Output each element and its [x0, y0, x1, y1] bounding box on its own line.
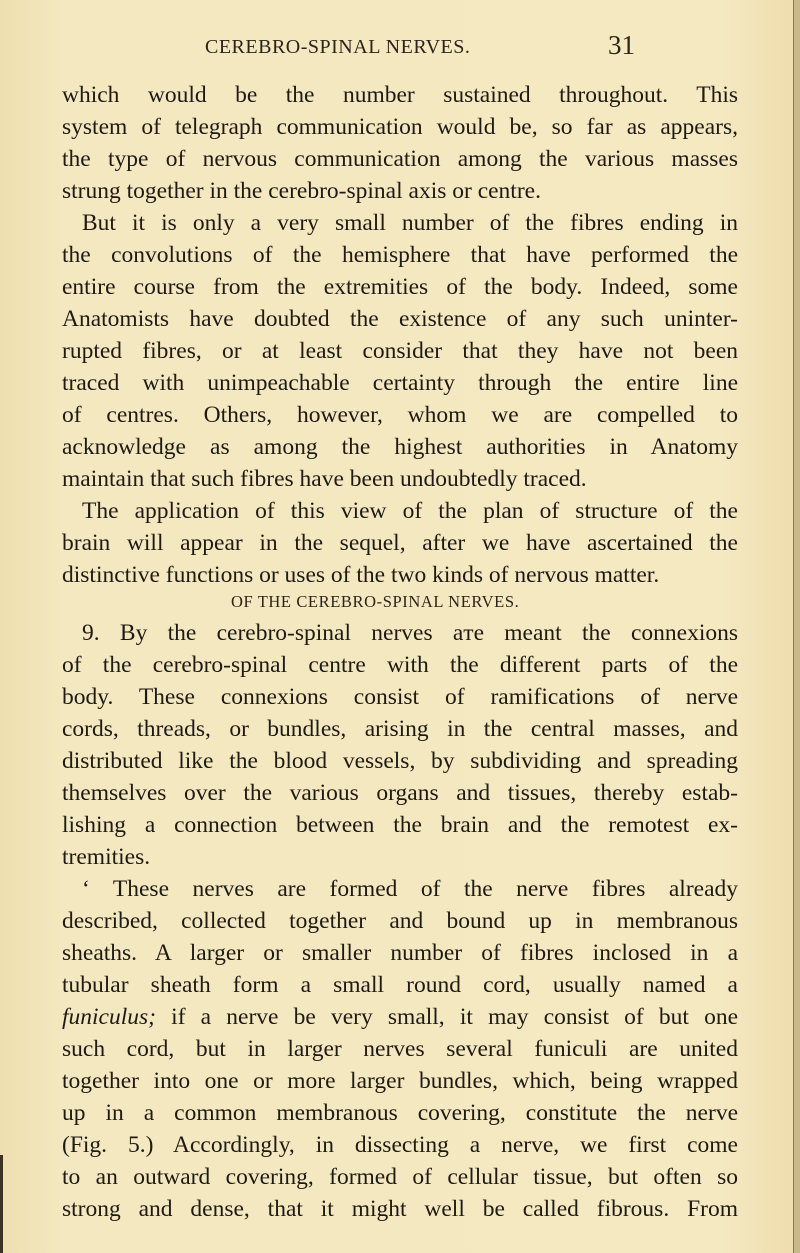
text-line: rupted fibres, or at least consider that they have not been — [62, 338, 738, 364]
text-line: (Fig. 5.) Accordingly, in dissecting a nerve, we first come — [62, 1132, 738, 1158]
text-line: which would be the number sustained throughout. This — [62, 82, 738, 108]
text-line: traced with unimpeachable certainty through the entire line — [62, 370, 738, 396]
text-line-funiculus — [62, 1002, 738, 1032]
text-line: body. These connexions consist of ramifications of nerve — [62, 684, 738, 710]
section-heading: OF THE CEREBRO-SPINAL NERVES. — [231, 592, 520, 611]
page-edge-left — [0, 1155, 3, 1253]
text-line: of centres. Others, however, whom we are compelled to — [62, 402, 738, 428]
text-line: sheaths. A larger or smaller number of fibres inclosed in a — [62, 940, 738, 966]
italic-term: funiculus; — [62, 1004, 156, 1030]
text-line: ‘ These nerves are formed of the nerve fibres already — [82, 876, 738, 902]
text-line: described, collected together and bound up in membranous — [62, 908, 738, 934]
page-edge-right — [793, 0, 800, 1253]
page-number: 31 — [608, 30, 635, 60]
text-line: distinctive functions or uses of the two kinds of nervous matter. — [62, 562, 660, 588]
text-line: maintain that such fibres have been undoubtedly traced. — [62, 466, 587, 492]
text-line: strung together in the cerebro-spinal axis or centre. — [62, 178, 541, 204]
text-line: lishing a connection between the brain and the remotest ex- — [62, 812, 738, 838]
text-line: 9. By the cerebro-spinal nerves aтe meant the connexions — [82, 620, 738, 646]
text-line: tubular sheath form a small round cord, usually named a — [62, 972, 738, 998]
text-line: together into one or more larger bundles, which, being wrapped — [62, 1068, 738, 1094]
text-line: to an outward covering, formed of cellular tissue, but often so — [62, 1164, 738, 1190]
text-line: cords, threads, or bundles, arising in the central masses, and — [62, 716, 738, 742]
text-line: the type of nervous communication among the various masses — [62, 146, 738, 172]
text-line: Anatomists have doubted the existence of any such uninter- — [62, 306, 738, 332]
text-line: themselves over the various organs and tissues, thereby estab- — [62, 780, 738, 806]
text-segment: if a nerve be very small, it may consist of but one — [156, 1004, 738, 1030]
text-line: strong and dense, that it might well be called fibrous. From — [62, 1196, 738, 1222]
text-line: such cord, but in larger nerves several funiculi are united — [62, 1036, 738, 1062]
text-line: brain will appear in the sequel, after we have ascertained the — [62, 530, 738, 556]
text-line: the convolutions of the hemisphere that have performed the — [62, 242, 738, 268]
text-line: distributed like the blood vessels, by subdividing and spreading — [62, 748, 738, 774]
running-head: CEREBRO-SPINAL NERVES. — [205, 36, 471, 58]
text-line: system of telegraph communication would be, so far as appears, — [62, 114, 738, 140]
text-line: But it is only a very small number of the fibres ending in — [82, 210, 738, 236]
text-line: up in a common membranous covering, constitute the nerve — [62, 1100, 738, 1126]
text-line: entire course from the extremities of the body. Indeed, some — [62, 274, 738, 300]
text-line: The application of this view of the plan of structure of the — [82, 498, 738, 524]
text-line: of the cerebro-spinal centre with the different parts of the — [62, 652, 738, 678]
text-line: tremities. — [62, 844, 151, 870]
text-line: acknowledge as among the highest authorities in Anatomy — [62, 434, 738, 460]
